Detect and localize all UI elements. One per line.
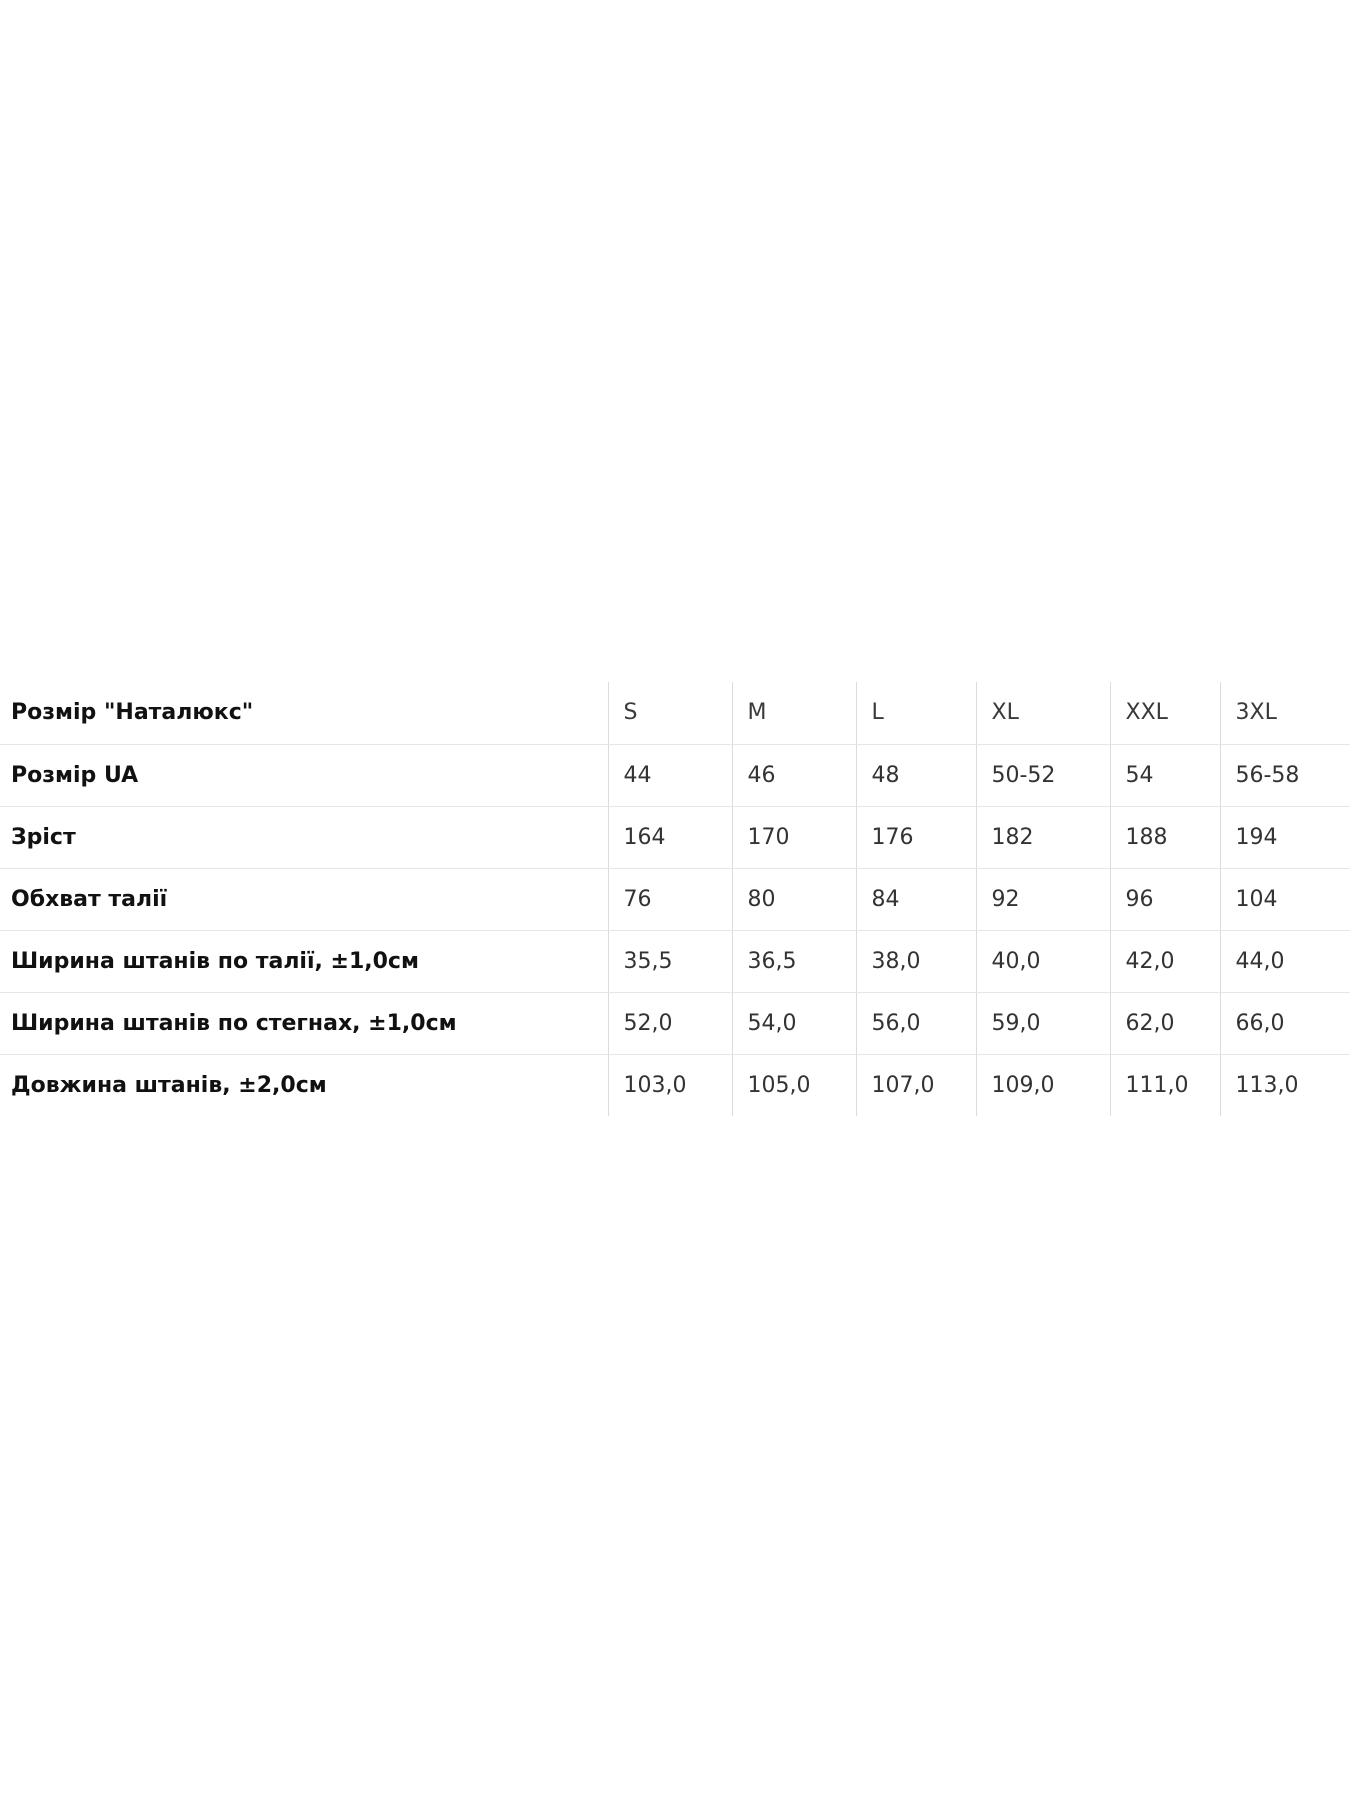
table-cell: 54,0 xyxy=(732,992,856,1054)
table-cell: 40,0 xyxy=(976,930,1110,992)
row-label: Довжина штанів, ±2,0см xyxy=(11,1072,327,1098)
table-row-size-ua xyxy=(0,744,1350,806)
table-cell: 56,0 xyxy=(856,992,976,1054)
table-cell: 164 xyxy=(608,806,732,868)
table-cell: 188 xyxy=(1110,806,1220,868)
size-cell: M xyxy=(732,682,856,744)
table-row-height xyxy=(0,806,1350,868)
row-label: Розмір "Наталюкс" xyxy=(0,682,608,744)
table-cell: 92 xyxy=(976,868,1110,930)
table-cell: 80 xyxy=(732,868,856,930)
table-row-waist-circumference xyxy=(0,868,1350,930)
size-chart-table xyxy=(0,682,1350,1116)
table-cell: 42,0 xyxy=(1110,930,1220,992)
size-cell: L xyxy=(856,682,976,744)
table-row-waist-width xyxy=(0,930,1350,992)
table-cell: 113,0 xyxy=(1220,1054,1350,1116)
table-cell: 176 xyxy=(856,806,976,868)
table-cell: 182 xyxy=(976,806,1110,868)
table-row-hip-width xyxy=(0,992,1350,1054)
table-row-size-natalux xyxy=(0,682,1350,744)
table-cell: 96 xyxy=(1110,868,1220,930)
table-row-pants-length xyxy=(0,1054,1350,1116)
row-label: Розмір UA xyxy=(0,744,608,806)
size-cell: XXL xyxy=(1110,682,1220,744)
table-cell: 44,0 xyxy=(1220,930,1350,992)
table-cell: 76 xyxy=(608,868,732,930)
table-cell: 54 xyxy=(1110,744,1220,806)
table-cell: 105,0 xyxy=(732,1054,856,1116)
table-cell: 56-58 xyxy=(1220,744,1350,806)
table-cell: 44 xyxy=(608,744,732,806)
row-label: Обхват талії xyxy=(0,868,608,930)
table-cell: 62,0 xyxy=(1110,992,1220,1054)
table-cell: 59,0 xyxy=(976,992,1110,1054)
table-cell: 111,0 xyxy=(1110,1054,1220,1116)
table-cell: 109,0 xyxy=(976,1054,1110,1116)
table-cell: 46 xyxy=(732,744,856,806)
size-cell: 3XL xyxy=(1220,682,1350,744)
table-cell: 48 xyxy=(856,744,976,806)
table-cell: 104 xyxy=(1220,868,1350,930)
table-cell: 103,0 xyxy=(608,1054,732,1116)
size-cell: S xyxy=(608,682,732,744)
table-cell: 52,0 xyxy=(608,992,732,1054)
table-cell: 35,5 xyxy=(608,930,732,992)
row-label: Ширина штанів по талії, ±1,0см xyxy=(0,930,608,992)
table-cell: 50-52 xyxy=(976,744,1110,806)
size-cell: XL xyxy=(976,682,1110,744)
table-cell: 194 xyxy=(1220,806,1350,868)
row-label: Зріст xyxy=(0,806,608,868)
row-label: Ширина штанів по стегнах, ±1,0см xyxy=(0,992,608,1054)
table-cell: 84 xyxy=(856,868,976,930)
table-cell: 170 xyxy=(732,806,856,868)
table-cell: 36,5 xyxy=(732,930,856,992)
table-cell: 66,0 xyxy=(1220,992,1350,1054)
table-cell: 38,0 xyxy=(856,930,976,992)
table-cell: 107,0 xyxy=(856,1054,976,1116)
